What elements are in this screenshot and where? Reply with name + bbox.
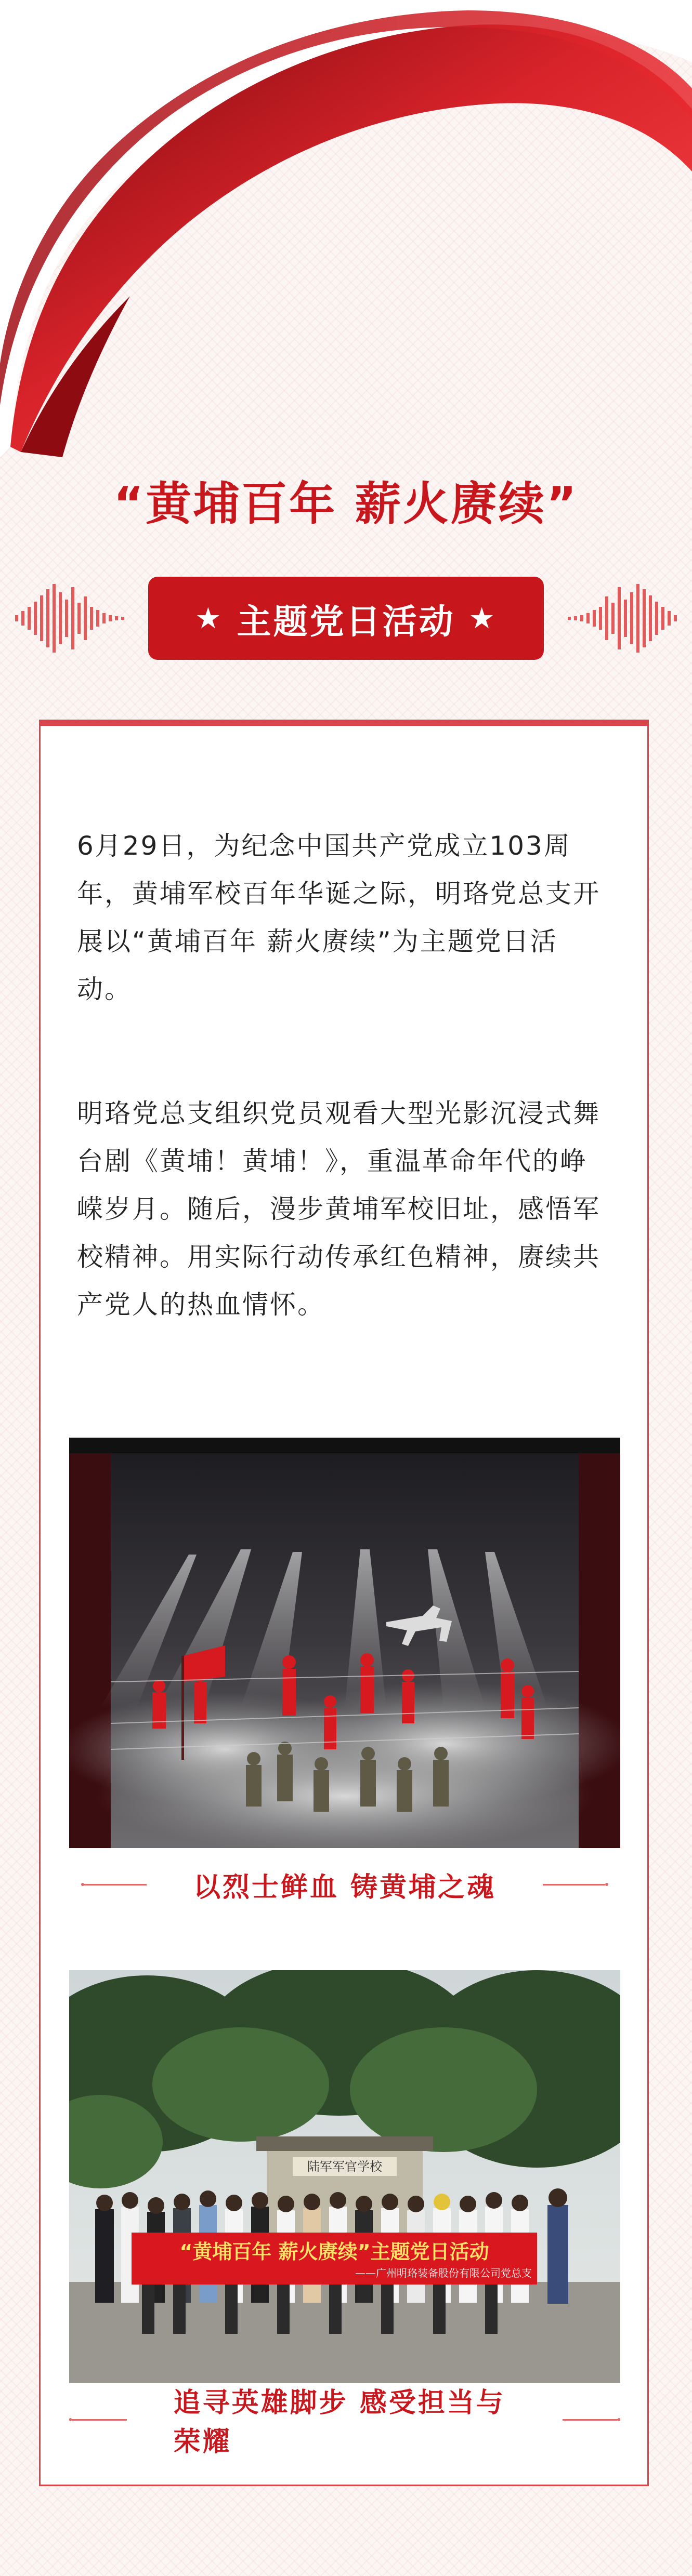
caption-text: 追寻英雄脚步 感受担当与荣耀 bbox=[173, 2387, 505, 2458]
star-icon: ★ bbox=[468, 601, 497, 635]
subtitle-text: 主题党日活动 bbox=[237, 601, 455, 642]
caption-line bbox=[72, 2419, 126, 2421]
banner-title-text: “黄埔百年 薪火赓续”主题党日活动 bbox=[179, 2240, 489, 2263]
star-icon: ★ bbox=[195, 601, 224, 635]
caption-dot bbox=[605, 1883, 608, 1886]
subtitle-banner bbox=[0, 577, 692, 660]
banner-subtitle-text: ——广州明珞装备股份有限公司党总支 bbox=[355, 2267, 532, 2279]
photo-caption-2 bbox=[69, 2387, 620, 2458]
caption-line bbox=[84, 1884, 147, 1885]
stage-performance-photo bbox=[69, 1438, 620, 1848]
paragraph-activity: 明珞党总支组织党员观看大型光影沉浸式舞台剧《黄埔！黄埔！》，重温革命年代的峥嵘岁月。随后，漫步黄埔军校旧址，感悟军校精神。用实际行动传承红色精神，赓续共产党人的热血情怀。 bbox=[77, 1098, 600, 1320]
subtitle-pill bbox=[148, 577, 544, 660]
caption-text: 以烈士鲜血 铸黄埔之魂 bbox=[193, 1871, 497, 1903]
red-ribbon-decoration bbox=[0, 0, 692, 468]
sound-wave-decoration bbox=[13, 577, 138, 660]
gate-sign-text: 陆军军官学校 bbox=[307, 2159, 382, 2174]
sound-wave-decoration bbox=[554, 577, 679, 660]
paragraph-intro: 6月29日，为纪念中国共产党成立103周年，黄埔军校百年华诞之际，明珞党总支开展以“黄埔百年 薪火赓续”为主题党日活动。 bbox=[77, 831, 600, 1004]
group-photo bbox=[69, 1970, 620, 2383]
page-title: “黄埔百年 薪火赓续” bbox=[113, 477, 579, 530]
caption-line bbox=[563, 2419, 617, 2421]
photo-caption-1 bbox=[69, 1861, 620, 1908]
caption-line bbox=[543, 1884, 605, 1885]
caption-dot bbox=[618, 2418, 620, 2421]
content-card bbox=[39, 720, 649, 2486]
